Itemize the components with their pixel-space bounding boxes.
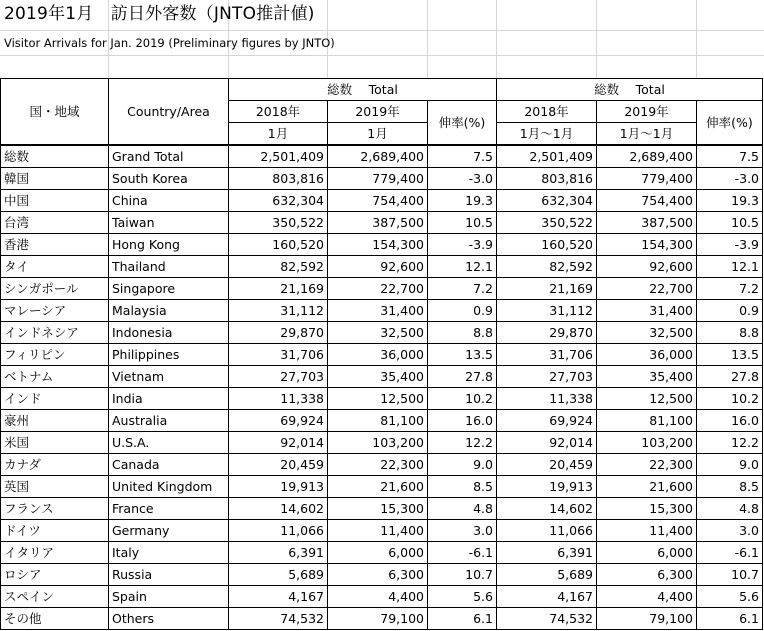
monthly-2019-value: 21,600 bbox=[328, 476, 428, 498]
cumulative-2018-value: 160,520 bbox=[497, 234, 597, 256]
header-monthly-2019: 2019年 bbox=[328, 101, 428, 123]
monthly-growth-value: 10.7 bbox=[428, 564, 497, 586]
table-row bbox=[1, 476, 763, 498]
monthly-growth-value: 4.8 bbox=[428, 498, 497, 520]
monthly-2018-value: 69,924 bbox=[229, 410, 328, 432]
gridline bbox=[0, 30, 764, 31]
cumulative-growth-value: 9.0 bbox=[697, 454, 763, 476]
cumulative-growth-value: 16.0 bbox=[697, 410, 763, 432]
monthly-2019-value: 103,200 bbox=[328, 432, 428, 454]
gridline bbox=[696, 0, 697, 78]
monthly-growth-value: 16.0 bbox=[428, 410, 497, 432]
table-row bbox=[1, 410, 763, 432]
monthly-growth-value: 6.1 bbox=[428, 608, 497, 630]
monthly-2019-value: 79,100 bbox=[328, 608, 428, 630]
monthly-growth-value: 9.0 bbox=[428, 454, 497, 476]
table-row bbox=[1, 278, 763, 300]
cumulative-growth-value: 7.5 bbox=[697, 145, 763, 168]
cumulative-2019-value: 6,300 bbox=[597, 564, 697, 586]
country-name-en: Russia bbox=[109, 564, 229, 586]
country-name-jp: フィリピン bbox=[1, 344, 109, 366]
cumulative-2018-value: 74,532 bbox=[497, 608, 597, 630]
country-name-en: China bbox=[109, 190, 229, 212]
country-name-jp: ドイツ bbox=[1, 520, 109, 542]
cumulative-2019-value: 103,200 bbox=[597, 432, 697, 454]
country-name-en: Malaysia bbox=[109, 300, 229, 322]
country-name-jp: 英国 bbox=[1, 476, 109, 498]
cumulative-2018-value: 29,870 bbox=[497, 322, 597, 344]
table-row bbox=[1, 145, 763, 168]
monthly-2018-value: 27,703 bbox=[229, 366, 328, 388]
country-name-en: South Korea bbox=[109, 168, 229, 190]
cumulative-2018-value: 19,913 bbox=[497, 476, 597, 498]
cumulative-2018-value: 632,304 bbox=[497, 190, 597, 212]
country-name-en: India bbox=[109, 388, 229, 410]
cumulative-2019-value: 79,100 bbox=[597, 608, 697, 630]
monthly-growth-value: 19.3 bbox=[428, 190, 497, 212]
header-region-jp: 国・地域 bbox=[1, 79, 109, 146]
cumulative-2018-value: 6,391 bbox=[497, 542, 597, 564]
cumulative-growth-value: 27.8 bbox=[697, 366, 763, 388]
country-name-jp: スペイン bbox=[1, 586, 109, 608]
monthly-growth-value: -3.9 bbox=[428, 234, 497, 256]
cumulative-2018-value: 69,924 bbox=[497, 410, 597, 432]
header-cumulative-total: 総数 Total bbox=[497, 79, 763, 101]
table-row bbox=[1, 432, 763, 454]
monthly-2019-value: 754,400 bbox=[328, 190, 428, 212]
monthly-2019-value: 92,600 bbox=[328, 256, 428, 278]
monthly-2018-value: 92,014 bbox=[229, 432, 328, 454]
monthly-growth-value: 27.8 bbox=[428, 366, 497, 388]
monthly-2019-value: 32,500 bbox=[328, 322, 428, 344]
monthly-growth-value: 10.2 bbox=[428, 388, 497, 410]
monthly-2018-value: 21,169 bbox=[229, 278, 328, 300]
monthly-2018-value: 6,391 bbox=[229, 542, 328, 564]
header-monthly-2019-month: 1月 bbox=[328, 123, 428, 146]
cumulative-2019-value: 12,500 bbox=[597, 388, 697, 410]
monthly-2018-value: 82,592 bbox=[229, 256, 328, 278]
monthly-2018-value: 4,167 bbox=[229, 586, 328, 608]
monthly-growth-value: 3.0 bbox=[428, 520, 497, 542]
cumulative-2018-value: 350,522 bbox=[497, 212, 597, 234]
country-name-en: Canada bbox=[109, 454, 229, 476]
country-name-en: Vietnam bbox=[109, 366, 229, 388]
cumulative-2018-value: 31,706 bbox=[497, 344, 597, 366]
country-name-en: Thailand bbox=[109, 256, 229, 278]
cumulative-2019-value: 22,700 bbox=[597, 278, 697, 300]
cumulative-2018-value: 2,501,409 bbox=[497, 145, 597, 168]
table-row bbox=[1, 190, 763, 212]
cumulative-2018-value: 5,689 bbox=[497, 564, 597, 586]
monthly-growth-value: 12.2 bbox=[428, 432, 497, 454]
monthly-growth-value: 5.6 bbox=[428, 586, 497, 608]
monthly-2019-value: 31,400 bbox=[328, 300, 428, 322]
table-row bbox=[1, 212, 763, 234]
cumulative-growth-value: 5.6 bbox=[697, 586, 763, 608]
monthly-2019-value: 11,400 bbox=[328, 520, 428, 542]
monthly-growth-value: -6.1 bbox=[428, 542, 497, 564]
gridline bbox=[0, 55, 764, 56]
country-name-en: Australia bbox=[109, 410, 229, 432]
monthly-2018-value: 803,816 bbox=[229, 168, 328, 190]
cumulative-2018-value: 31,112 bbox=[497, 300, 597, 322]
cumulative-2019-value: 31,400 bbox=[597, 300, 697, 322]
table-row bbox=[1, 366, 763, 388]
table-row bbox=[1, 322, 763, 344]
header-monthly-total: 総数 Total bbox=[229, 79, 497, 101]
cumulative-2019-value: 92,600 bbox=[597, 256, 697, 278]
cumulative-growth-value: 10.7 bbox=[697, 564, 763, 586]
country-name-jp: イタリア bbox=[1, 542, 109, 564]
table-row bbox=[1, 586, 763, 608]
cumulative-growth-value: 19.3 bbox=[697, 190, 763, 212]
monthly-growth-value: 8.5 bbox=[428, 476, 497, 498]
cumulative-2019-value: 779,400 bbox=[597, 168, 697, 190]
header-cumulative-2019-range: 1月～1月 bbox=[597, 123, 697, 146]
country-name-en: U.S.A. bbox=[109, 432, 229, 454]
table-row bbox=[1, 564, 763, 586]
cumulative-2018-value: 27,703 bbox=[497, 366, 597, 388]
cumulative-2018-value: 20,459 bbox=[497, 454, 597, 476]
cumulative-growth-value: 0.9 bbox=[697, 300, 763, 322]
table-row bbox=[1, 300, 763, 322]
country-name-en: Hong Kong bbox=[109, 234, 229, 256]
cumulative-growth-value: 6.1 bbox=[697, 608, 763, 630]
monthly-2018-value: 11,066 bbox=[229, 520, 328, 542]
cumulative-2019-value: 32,500 bbox=[597, 322, 697, 344]
monthly-2019-value: 2,689,400 bbox=[328, 145, 428, 168]
header-region-en: Country/Area bbox=[109, 79, 229, 146]
monthly-growth-value: 8.8 bbox=[428, 322, 497, 344]
monthly-2019-value: 6,300 bbox=[328, 564, 428, 586]
monthly-2018-value: 74,532 bbox=[229, 608, 328, 630]
monthly-2018-value: 5,689 bbox=[229, 564, 328, 586]
gridline bbox=[427, 0, 428, 78]
header-cumulative-growth: 伸率(%) bbox=[697, 101, 763, 146]
monthly-2018-value: 29,870 bbox=[229, 322, 328, 344]
country-name-en: Singapore bbox=[109, 278, 229, 300]
monthly-2018-value: 20,459 bbox=[229, 454, 328, 476]
cumulative-2019-value: 22,300 bbox=[597, 454, 697, 476]
table-row bbox=[1, 498, 763, 520]
country-name-jp: フランス bbox=[1, 498, 109, 520]
header-monthly-2018-month: 1月 bbox=[229, 123, 328, 146]
monthly-2019-value: 12,500 bbox=[328, 388, 428, 410]
monthly-growth-value: 7.2 bbox=[428, 278, 497, 300]
cumulative-2018-value: 82,592 bbox=[497, 256, 597, 278]
country-name-jp: ベトナム bbox=[1, 366, 109, 388]
cumulative-2018-value: 14,602 bbox=[497, 498, 597, 520]
monthly-2019-value: 22,300 bbox=[328, 454, 428, 476]
cumulative-growth-value: 10.2 bbox=[697, 388, 763, 410]
table-row bbox=[1, 234, 763, 256]
cumulative-2019-value: 2,689,400 bbox=[597, 145, 697, 168]
visitor-arrivals-table bbox=[0, 78, 763, 630]
country-name-jp: 米国 bbox=[1, 432, 109, 454]
monthly-2018-value: 350,522 bbox=[229, 212, 328, 234]
country-name-jp: シンガポール bbox=[1, 278, 109, 300]
monthly-2019-value: 35,400 bbox=[328, 366, 428, 388]
cumulative-2019-value: 754,400 bbox=[597, 190, 697, 212]
header-cumulative-2018: 2018年 bbox=[497, 101, 597, 123]
country-name-jp: ロシア bbox=[1, 564, 109, 586]
cumulative-growth-value: 3.0 bbox=[697, 520, 763, 542]
monthly-growth-value: 10.5 bbox=[428, 212, 497, 234]
country-name-jp: カナダ bbox=[1, 454, 109, 476]
table-body bbox=[1, 145, 763, 630]
country-name-en: Germany bbox=[109, 520, 229, 542]
monthly-2018-value: 31,112 bbox=[229, 300, 328, 322]
cumulative-growth-value: -3.0 bbox=[697, 168, 763, 190]
table-row bbox=[1, 454, 763, 476]
cumulative-2018-value: 11,066 bbox=[497, 520, 597, 542]
country-name-jp: マレーシア bbox=[1, 300, 109, 322]
country-name-en: United Kingdom bbox=[109, 476, 229, 498]
cumulative-2019-value: 21,600 bbox=[597, 476, 697, 498]
monthly-2018-value: 11,338 bbox=[229, 388, 328, 410]
cumulative-growth-value: -6.1 bbox=[697, 542, 763, 564]
cumulative-growth-value: 7.2 bbox=[697, 278, 763, 300]
cumulative-growth-value: 8.5 bbox=[697, 476, 763, 498]
country-name-en: Grand Total bbox=[109, 145, 229, 168]
monthly-2019-value: 36,000 bbox=[328, 344, 428, 366]
cumulative-2018-value: 11,338 bbox=[497, 388, 597, 410]
cumulative-2019-value: 36,000 bbox=[597, 344, 697, 366]
monthly-growth-value: 7.5 bbox=[428, 145, 497, 168]
monthly-2018-value: 160,520 bbox=[229, 234, 328, 256]
monthly-2019-value: 81,100 bbox=[328, 410, 428, 432]
cumulative-2018-value: 4,167 bbox=[497, 586, 597, 608]
country-name-en: France bbox=[109, 498, 229, 520]
monthly-2018-value: 14,602 bbox=[229, 498, 328, 520]
cumulative-growth-value: 8.8 bbox=[697, 322, 763, 344]
country-name-jp: 豪州 bbox=[1, 410, 109, 432]
monthly-2019-value: 6,000 bbox=[328, 542, 428, 564]
monthly-2018-value: 31,706 bbox=[229, 344, 328, 366]
monthly-2019-value: 779,400 bbox=[328, 168, 428, 190]
cumulative-2019-value: 387,500 bbox=[597, 212, 697, 234]
monthly-2019-value: 15,300 bbox=[328, 498, 428, 520]
country-name-jp: 香港 bbox=[1, 234, 109, 256]
cumulative-growth-value: 12.1 bbox=[697, 256, 763, 278]
header-monthly-2018: 2018年 bbox=[229, 101, 328, 123]
country-name-en: Spain bbox=[109, 586, 229, 608]
monthly-growth-value: 0.9 bbox=[428, 300, 497, 322]
country-name-jp: インド bbox=[1, 388, 109, 410]
country-name-jp: 総数 bbox=[1, 145, 109, 168]
cumulative-2019-value: 6,000 bbox=[597, 542, 697, 564]
table-row bbox=[1, 256, 763, 278]
monthly-2019-value: 387,500 bbox=[328, 212, 428, 234]
country-name-jp: 台湾 bbox=[1, 212, 109, 234]
table-row bbox=[1, 520, 763, 542]
table-row bbox=[1, 542, 763, 564]
cumulative-2019-value: 154,300 bbox=[597, 234, 697, 256]
cumulative-growth-value: 12.2 bbox=[697, 432, 763, 454]
cumulative-2018-value: 803,816 bbox=[497, 168, 597, 190]
monthly-growth-value: -3.0 bbox=[428, 168, 497, 190]
country-name-jp: タイ bbox=[1, 256, 109, 278]
cumulative-growth-value: 13.5 bbox=[697, 344, 763, 366]
country-name-jp: その他 bbox=[1, 608, 109, 630]
table-row bbox=[1, 388, 763, 410]
table-row bbox=[1, 344, 763, 366]
monthly-2019-value: 4,400 bbox=[328, 586, 428, 608]
monthly-2019-value: 22,700 bbox=[328, 278, 428, 300]
country-name-en: Italy bbox=[109, 542, 229, 564]
cumulative-growth-value: 4.8 bbox=[697, 498, 763, 520]
country-name-jp: 中国 bbox=[1, 190, 109, 212]
header-cumulative-2019: 2019年 bbox=[597, 101, 697, 123]
cumulative-growth-value: -3.9 bbox=[697, 234, 763, 256]
cumulative-2019-value: 81,100 bbox=[597, 410, 697, 432]
cumulative-2019-value: 4,400 bbox=[597, 586, 697, 608]
country-name-en: Philippines bbox=[109, 344, 229, 366]
header-cumulative-2018-range: 1月～1月 bbox=[497, 123, 597, 146]
monthly-2018-value: 2,501,409 bbox=[229, 145, 328, 168]
cumulative-2018-value: 21,169 bbox=[497, 278, 597, 300]
header-monthly-growth: 伸率(%) bbox=[428, 101, 497, 146]
cumulative-growth-value: 10.5 bbox=[697, 212, 763, 234]
country-name-jp: 韓国 bbox=[1, 168, 109, 190]
cumulative-2019-value: 35,400 bbox=[597, 366, 697, 388]
country-name-en: Indonesia bbox=[109, 322, 229, 344]
country-name-en: Taiwan bbox=[109, 212, 229, 234]
country-name-en: Others bbox=[109, 608, 229, 630]
table-row bbox=[1, 608, 763, 630]
table-row bbox=[1, 168, 763, 190]
monthly-growth-value: 13.5 bbox=[428, 344, 497, 366]
monthly-2018-value: 19,913 bbox=[229, 476, 328, 498]
page-title: 2019年1月 訪日外客数（JNTO推計値) bbox=[4, 4, 315, 24]
cumulative-2018-value: 92,014 bbox=[497, 432, 597, 454]
country-name-jp: インドネシア bbox=[1, 322, 109, 344]
cumulative-2019-value: 11,400 bbox=[597, 520, 697, 542]
page-subtitle: Visitor Arrivals for Jan. 2019 (Preliminary figures by JNTO) bbox=[4, 36, 335, 50]
gridline bbox=[596, 0, 597, 78]
monthly-2019-value: 154,300 bbox=[328, 234, 428, 256]
cumulative-2019-value: 15,300 bbox=[597, 498, 697, 520]
monthly-growth-value: 12.1 bbox=[428, 256, 497, 278]
gridline bbox=[496, 0, 497, 78]
monthly-2018-value: 632,304 bbox=[229, 190, 328, 212]
